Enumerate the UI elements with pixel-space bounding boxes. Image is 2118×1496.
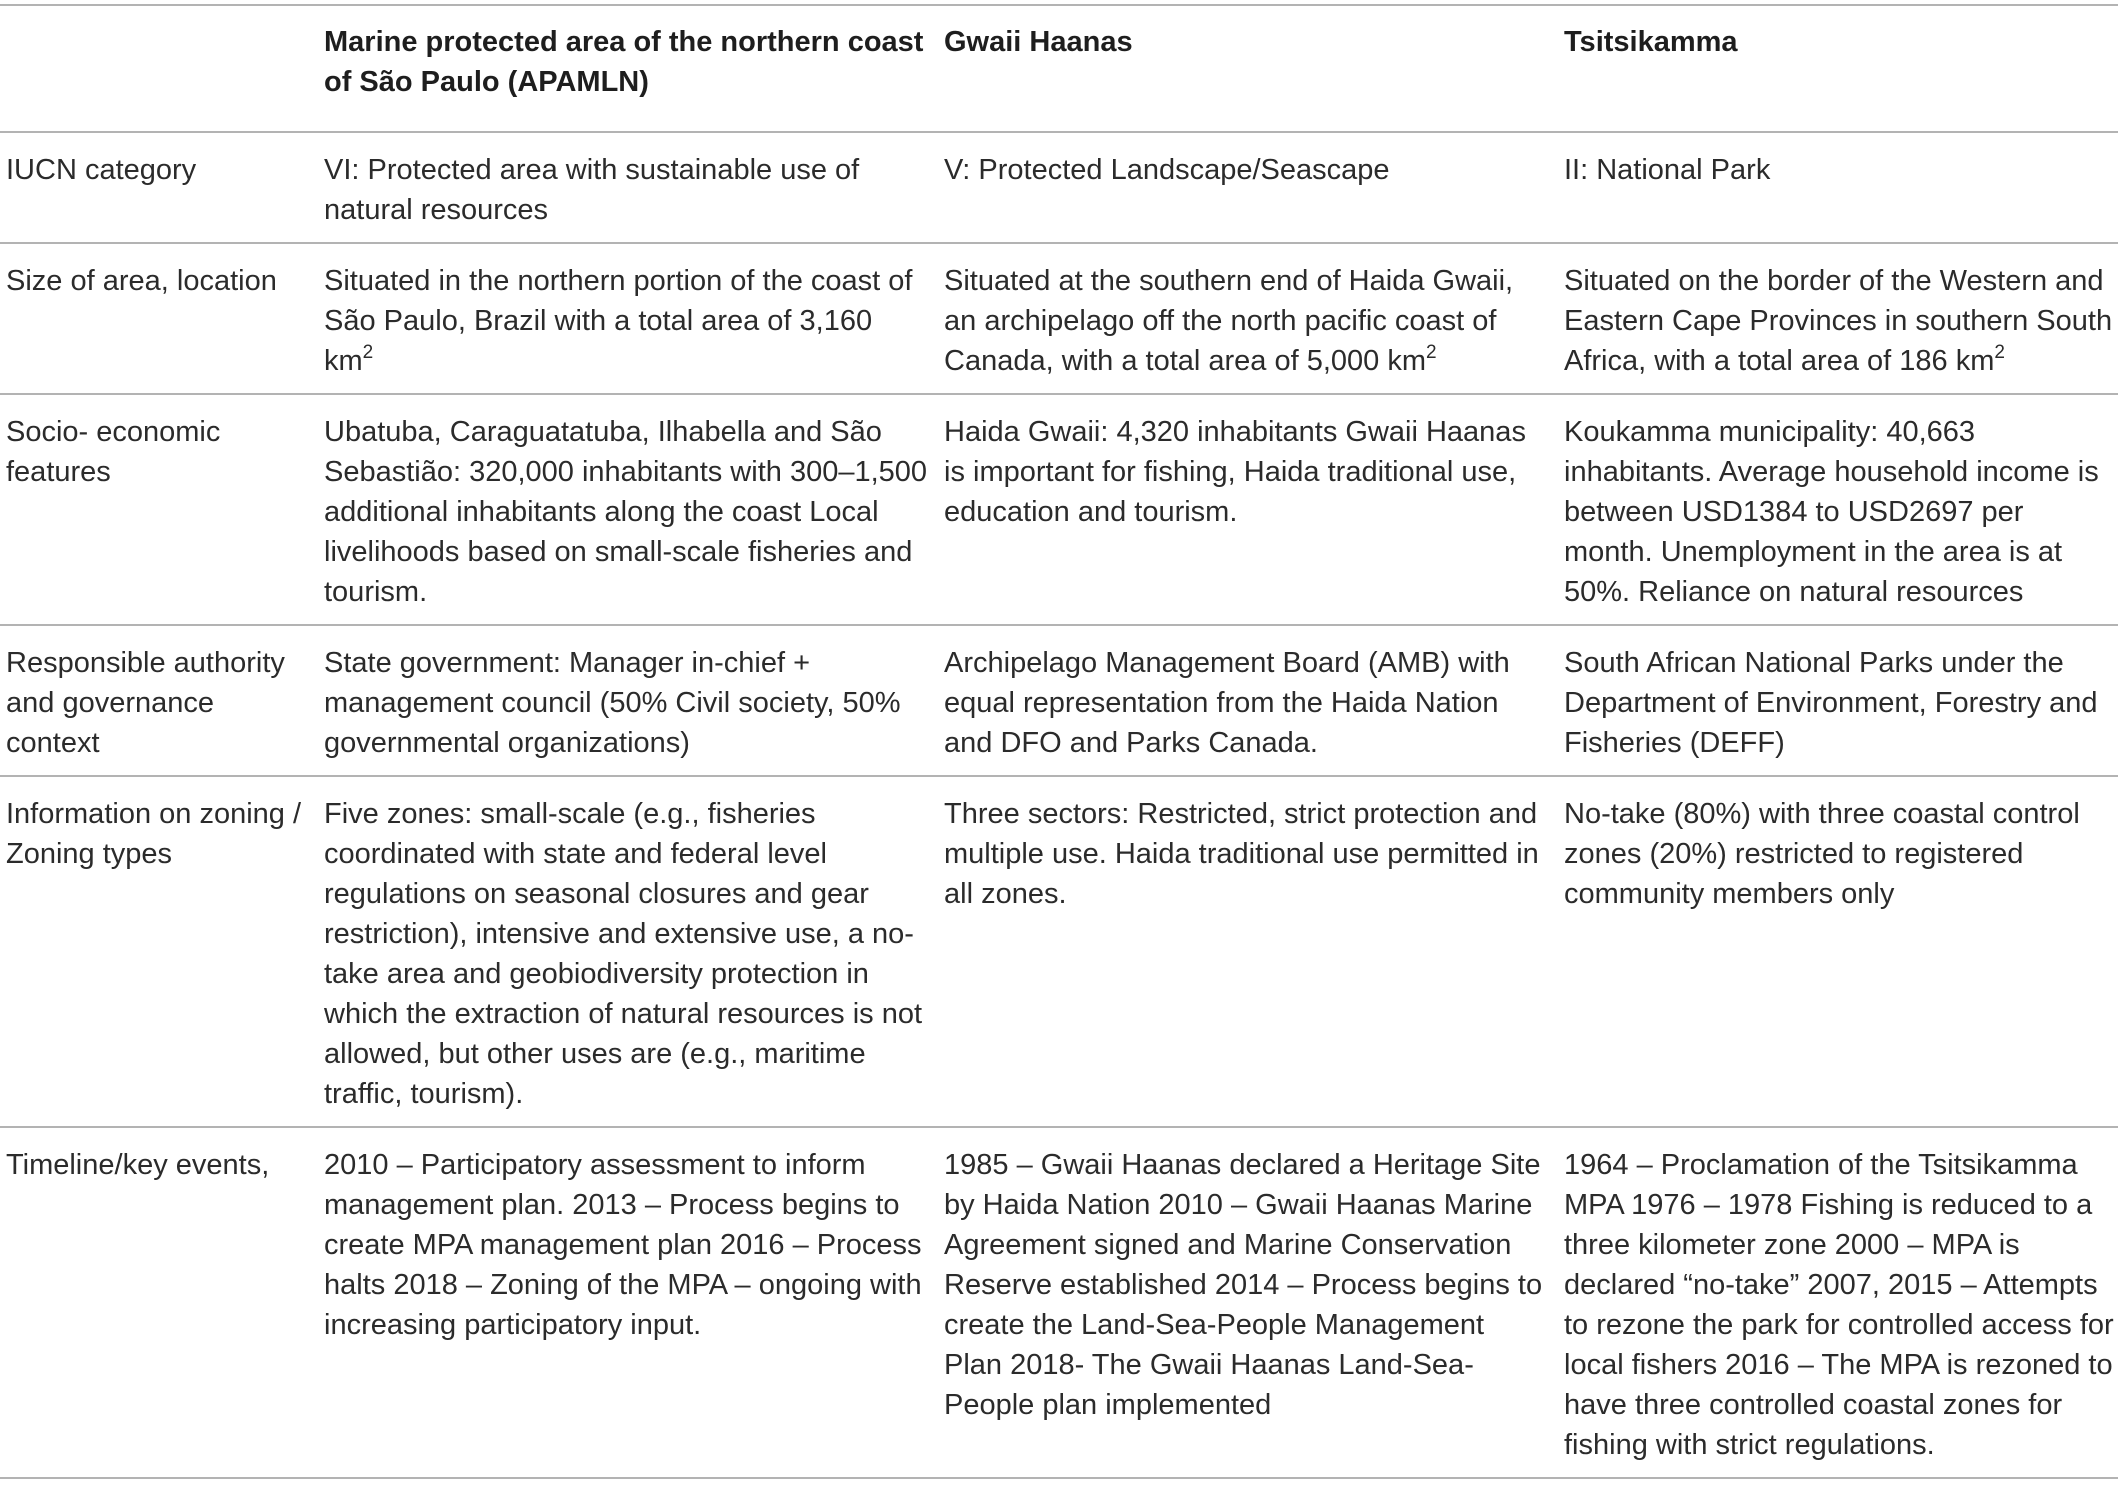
- cell-gwaii-iucn: V: Protected Landscape/Seascape: [944, 132, 1564, 243]
- row-label-iucn-category: IUCN category: [0, 132, 324, 243]
- cell-apamln-socio: Ubatuba, Caraguatatuba, Ilhabella and São Sebastião: 320,000 inhabitants with 300–1,500 additional inhabitants along the coast Local livelihoods based on small-scale fisheries and tourism.: [324, 394, 944, 625]
- table-row: [0, 1127, 2118, 1478]
- cell-gwaii-socio: Haida Gwaii: 4,320 inhabitants Gwaii Haanas is important for fishing, Haida traditional use, education and tourism.: [944, 394, 1564, 625]
- header-empty-cell: [0, 5, 324, 132]
- cell-gwaii-size: [944, 243, 1564, 394]
- row-label-size-location: Size of area, location: [0, 243, 324, 394]
- superscript: 2: [1426, 342, 1437, 363]
- cell-text: Situated at the southern end of Haida Gwaii, an archipelago off the north pacific coast of Canada, with a total area of 5,000 km: [944, 265, 1514, 377]
- row-label-socio-economic: Socio- economic features: [0, 394, 324, 625]
- cell-gwaii-timeline: 1985 – Gwaii Haanas declared a Heritage Site by Haida Nation 2010 – Gwaii Haanas Marine Agreement signed and Marine Conservation Reserve established 2014 – Process begins to create the Land-Sea-People Management Plan 2018- The Gwaii Haanas Land-Sea-People plan implemented: [944, 1127, 1564, 1478]
- table-row: [0, 776, 2118, 1127]
- table-row: [0, 625, 2118, 776]
- row-label-authority: Responsible authority and governance context: [0, 625, 324, 776]
- cell-tsitsikamma-socio: Koukamma municipality: 40,663 inhabitants. Average household income is between USD1384 to USD2697 per month. Unemployment in the area is at 50%. Reliance on natural resources: [1564, 394, 2118, 625]
- cell-apamln-timeline: 2010 – Participatory assessment to inform management plan. 2013 – Process begins to create MPA management plan 2016 – Process halts 2018 – Zoning of the MPA – ongoing with increasing participatory input.: [324, 1127, 944, 1478]
- cell-apamln-size: [324, 243, 944, 394]
- cell-tsitsikamma-iucn: II: National Park: [1564, 132, 2118, 243]
- cell-tsitsikamma-authority: South African National Parks under the Department of Environment, Forestry and Fisheries (DEFF): [1564, 625, 2118, 776]
- row-label-zoning: Information on zoning / Zoning types: [0, 776, 324, 1127]
- cell-tsitsikamma-timeline: 1964 – Proclamation of the Tsitsikamma MPA 1976 – 1978 Fishing is reduced to a three kilometer zone 2000 – MPA is declared “no-take” 2007, 2015 – Attempts to rezone the park for controlled access for local fishers 2016 – The MPA is rezoned to have three controlled coastal zones for fishing with strict regulations.: [1564, 1127, 2118, 1478]
- cell-text: Situated on the border of the Western and Eastern Cape Provinces in southern South Africa, with a total area of 186 km: [1564, 265, 2113, 377]
- table-header-row: [0, 5, 2118, 132]
- cell-apamln-iucn: VI: Protected area with sustainable use of natural resources: [324, 132, 944, 243]
- table-row: [0, 243, 2118, 394]
- cell-text: Situated in the northern portion of the coast of São Paulo, Brazil with a total area of 3,160 km: [324, 265, 913, 377]
- table-row: [0, 394, 2118, 625]
- row-label-timeline: Timeline/key events,: [0, 1127, 324, 1478]
- cell-apamln-authority: State government: Manager in-chief + management council (50% Civil society, 50% governmental organizations): [324, 625, 944, 776]
- cell-tsitsikamma-size: [1564, 243, 2118, 394]
- table-row: [0, 132, 2118, 243]
- cell-gwaii-zoning: Three sectors: Restricted, strict protection and multiple use. Haida traditional use permitted in all zones.: [944, 776, 1564, 1127]
- header-gwaii-haanas: Gwaii Haanas: [944, 5, 1564, 132]
- header-apamln: Marine protected area of the northern coast of São Paulo (APAMLN): [324, 5, 944, 132]
- cell-gwaii-authority: Archipelago Management Board (AMB) with equal representation from the Haida Nation and DFO and Parks Canada.: [944, 625, 1564, 776]
- cell-tsitsikamma-zoning: No-take (80%) with three coastal control zones (20%) restricted to registered community members only: [1564, 776, 2118, 1127]
- header-tsitsikamma: Tsitsikamma: [1564, 5, 2118, 132]
- superscript: 2: [362, 342, 374, 363]
- superscript: 2: [1994, 342, 2005, 363]
- cell-apamln-zoning: Five zones: small-scale (e.g., fisheries coordinated with state and federal level regulations on seasonal closures and gear restriction), intensive and extensive use, a no-take area and geobiodiversity protection in which the extraction of natural resources is not allowed, but other uses are (e.g., maritime traffic, tourism).: [324, 776, 944, 1127]
- mpa-comparison-table: [0, 4, 2118, 1479]
